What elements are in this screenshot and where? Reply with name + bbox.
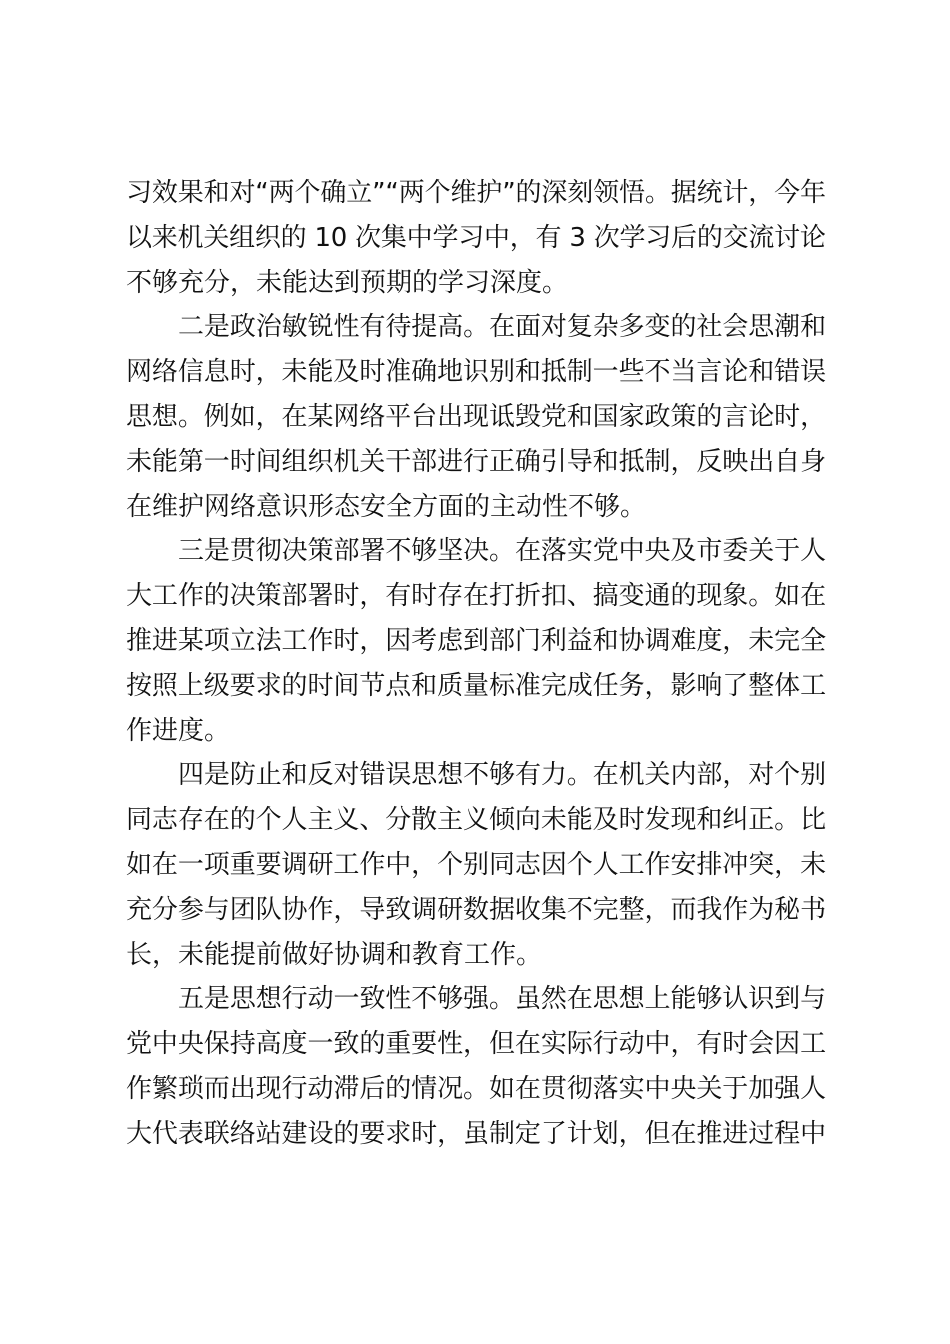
paragraph-point-2 (126, 305, 826, 529)
text-line: 推进某项立法工作时，因考虑到部门利益和协调难度，未完全 (126, 625, 827, 656)
paragraph-point-4 (126, 753, 826, 977)
text-line: 充分参与团队协作，导致调研数据收集不完整，而我作为秘书 (126, 894, 827, 925)
text-line: 长，未能提前做好协调和教育工作。 (126, 939, 543, 970)
text-line: 以来机关组织的 10 次集中学习中，有 3 次学习后的交流讨论 (126, 222, 826, 253)
text-line: 党中央保持高度一致的重要性，但在实际行动中，有时会因工 (126, 1029, 827, 1060)
text-line: 大工作的决策部署时，有时存在打折扣、搞变通的现象。如在 (126, 581, 827, 612)
paragraph-continuation (126, 171, 826, 305)
text-line: 三是贯彻决策部署不够坚决。在落实党中央及市委关于人 (178, 536, 827, 567)
text-line: 四是防止和反对错误思想不够有力。在机关内部，对个别 (178, 760, 827, 791)
text-line: 思想。例如，在某网络平台出现诋毁党和国家政策的言论时， (126, 401, 827, 432)
text-line: 在维护网络意识形态安全方面的主动性不够。 (126, 491, 647, 522)
text-line: 按照上级要求的时间节点和质量标准完成任务，影响了整体工 (126, 670, 827, 701)
paragraph-point-5 (126, 977, 826, 1156)
text-line: 同志存在的个人主义、分散主义倾向未能及时发现和纠正。比 (126, 805, 827, 836)
text-line: 如在一项重要调研工作中，个别同志因个人工作安排冲突，未 (126, 849, 827, 880)
text-line: 未能第一时间组织机关干部进行正确引导和抵制，反映出自身 (126, 446, 827, 477)
text-line: 二是政治敏锐性有待提高。在面对复杂多变的社会思潮和 (178, 312, 827, 343)
paragraph-point-3 (126, 529, 826, 753)
text-line: 不够充分，未能达到预期的学习深度。 (126, 267, 569, 298)
text-line: 大代表联络站建设的要求时，虽制定了计划，但在推进过程中 (126, 1118, 827, 1149)
text-line: 习效果和对“两个确立”“两个维护”的深刻领悟。据统计，今年 (126, 178, 826, 208)
text-line: 五是思想行动一致性不够强。虽然在思想上能够认识到与 (178, 984, 827, 1015)
text-line: 网络信息时，未能及时准确地识别和抵制一些不当言论和错误 (126, 357, 827, 388)
text-line: 作繁琐而出现行动滞后的情况。如在贯彻落实中央关于加强人 (126, 1073, 827, 1104)
document-body (126, 171, 826, 1157)
text-line: 作进度。 (126, 715, 231, 746)
